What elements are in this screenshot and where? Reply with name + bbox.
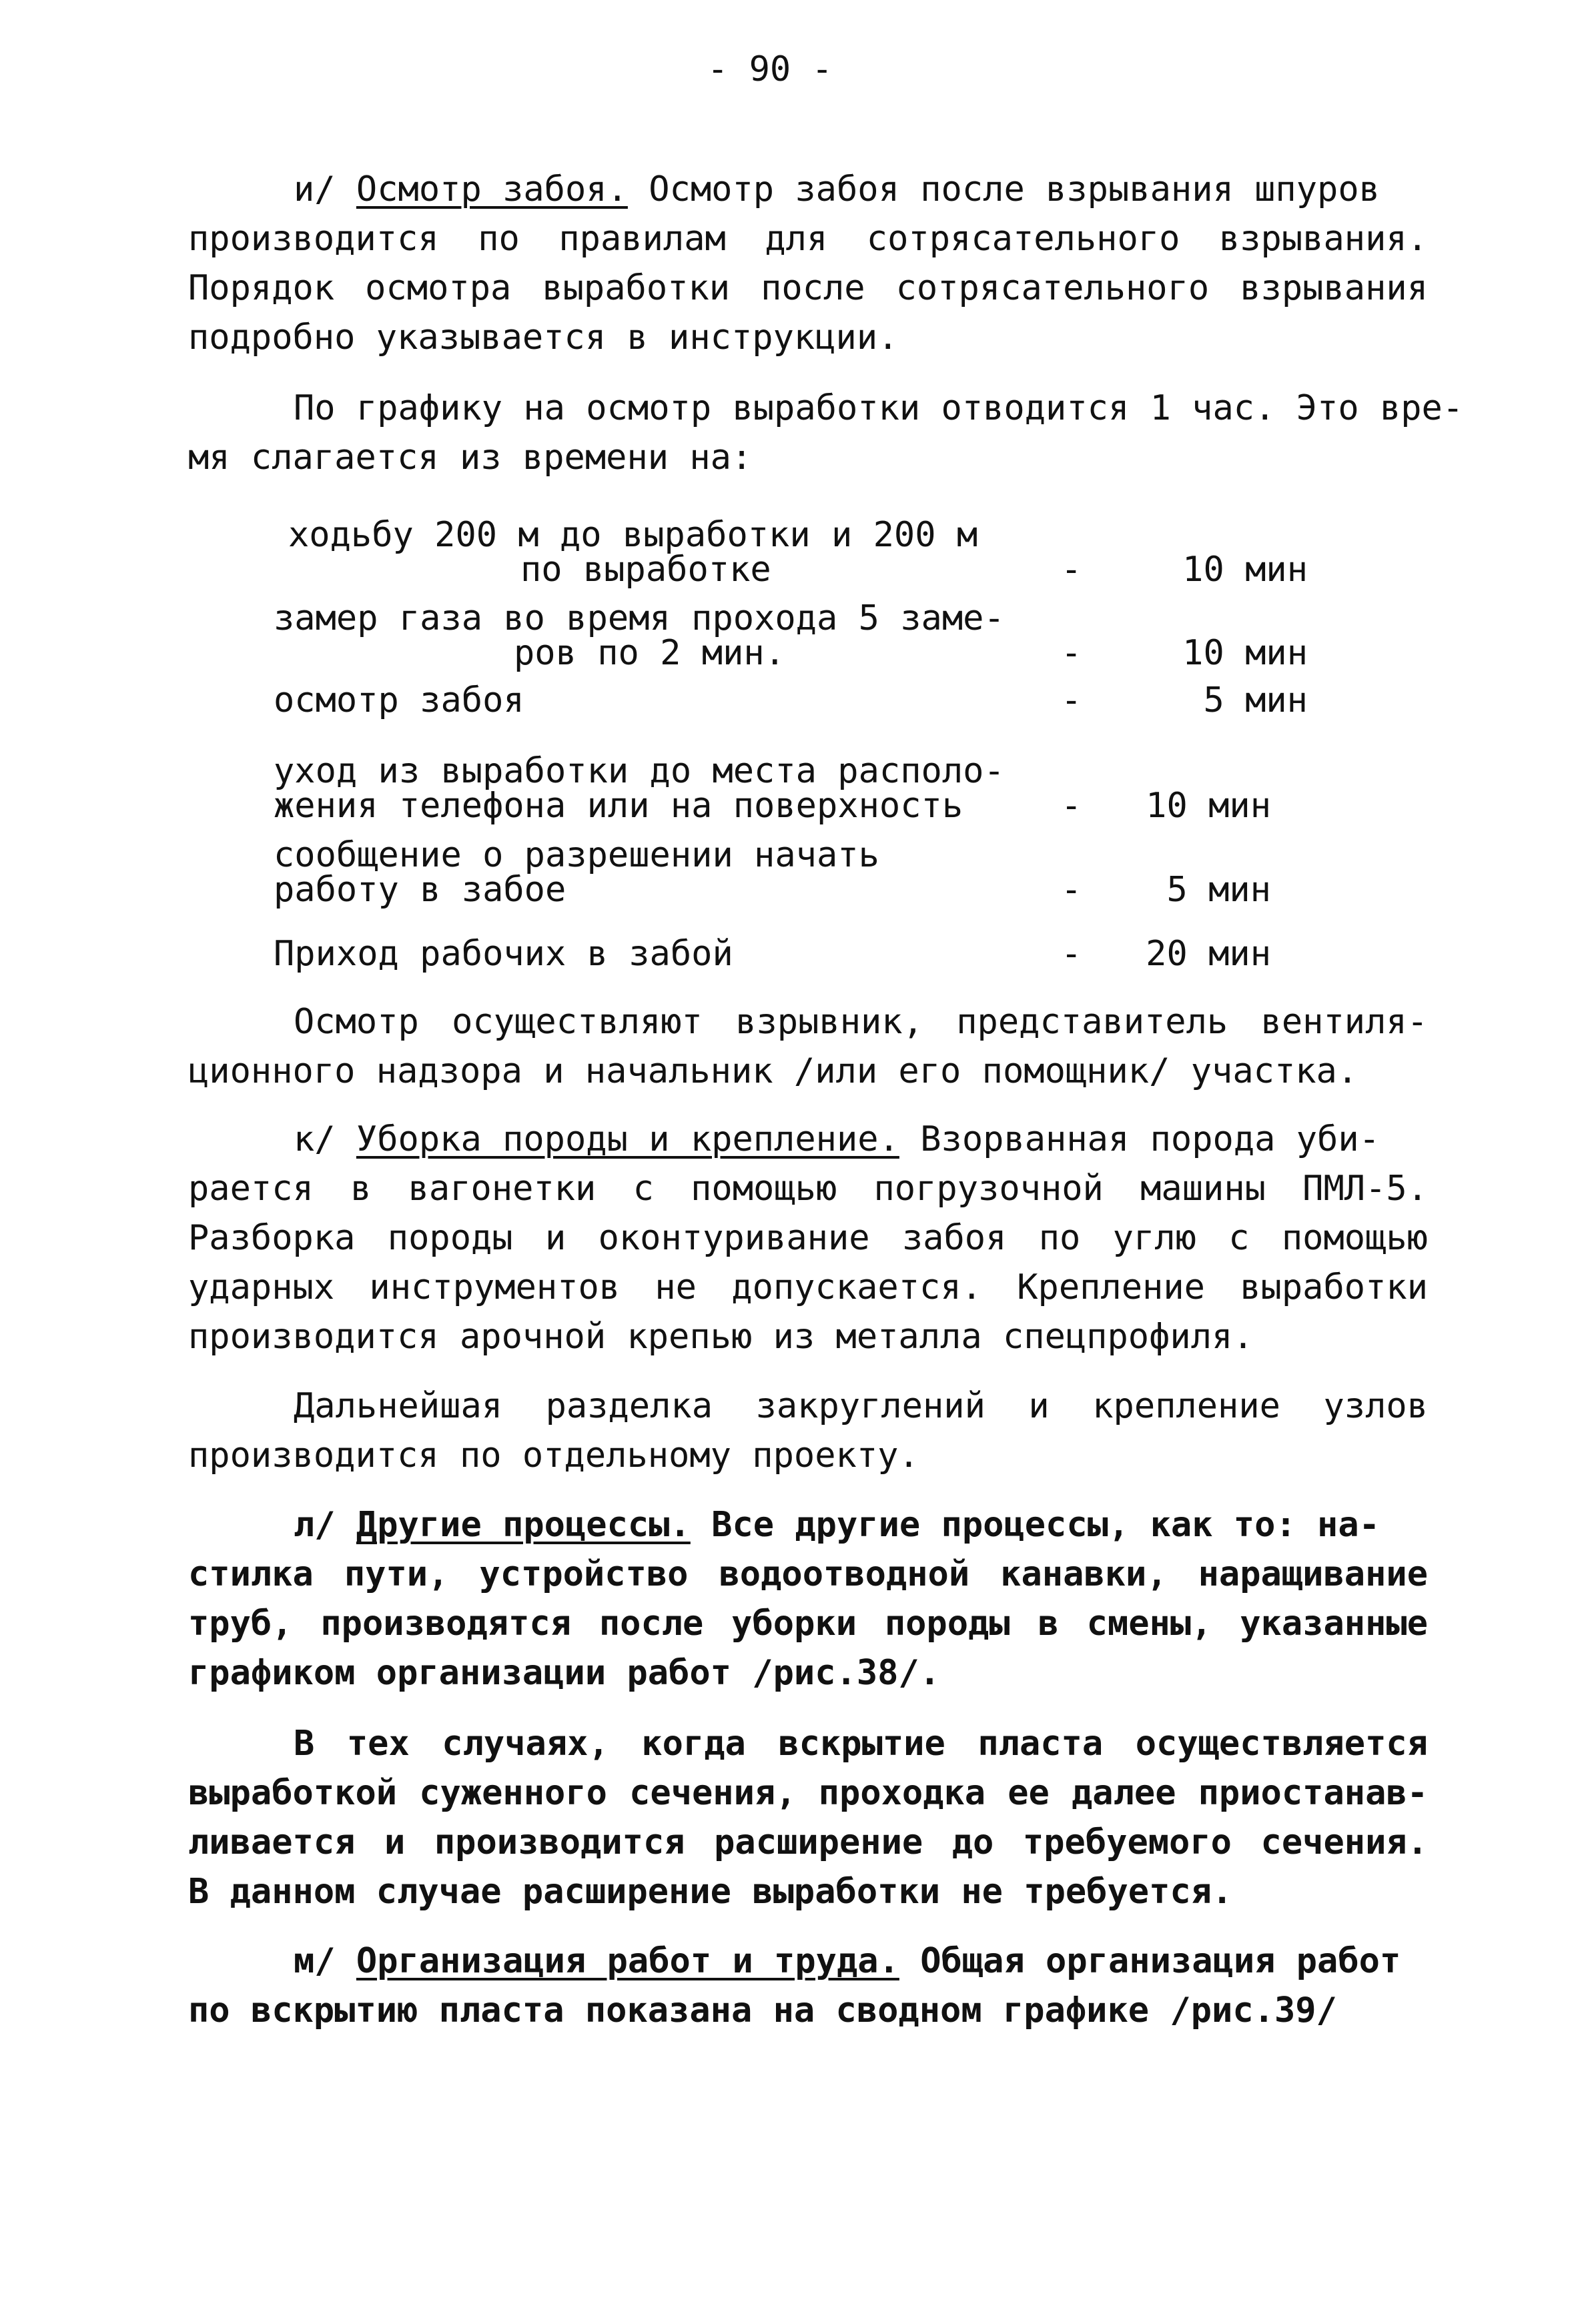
time-item-dash: - <box>1061 786 1082 826</box>
paragraph-line: мя слагается из времени на: <box>188 438 753 478</box>
time-item-value: 10 мин <box>1182 550 1308 590</box>
paragraph-line: ударных инструментов не допускается. Крепление выработки <box>188 1267 1428 1307</box>
time-item-label: ходьбу 200 м до выработки и 200 м <box>288 515 978 555</box>
paragraph-line: ливается и производится расширение до требуемого сечения. <box>188 1822 1428 1862</box>
time-item-value: 5 мин <box>1166 870 1271 910</box>
paragraph-line: производится по правилам для сотрясательного взрывания. <box>188 219 1428 259</box>
section-heading: Осмотр забоя. <box>356 169 628 209</box>
time-item-label: по выработке <box>520 550 771 590</box>
section-heading: Организация работ и труда. <box>356 1941 899 1981</box>
time-item-label: уход из выработки до места располо- <box>274 751 1005 791</box>
paragraph-line: труб, производятся после уборки породы в смены, указанные <box>188 1604 1428 1644</box>
time-item-label: жения телефона или на поверхность <box>274 786 963 826</box>
section-heading-line <box>294 1118 1380 1161</box>
paragraph-line: ционного надзора и начальник /или его помощник/ участка. <box>188 1051 1358 1091</box>
time-item-label: сообщение о разрешении начать <box>274 835 879 875</box>
page-number: - 90 - <box>707 49 833 89</box>
time-item-dash: - <box>1061 550 1082 590</box>
section-text: Осмотр забоя после взрывания шпуров <box>627 169 1380 209</box>
time-item-dash: - <box>1061 934 1082 974</box>
paragraph-line: Осмотр осуществляют взрывник, представитель вентиля- <box>294 1002 1428 1042</box>
section-marker: к/ <box>294 1119 356 1159</box>
time-item-label: ров по 2 мин. <box>514 633 785 673</box>
paragraph-line: графиком организации работ /рис.38/. <box>188 1653 941 1693</box>
time-item-value: 5 мин <box>1203 680 1308 720</box>
paragraph-line: подробно указывается в инструкции. <box>188 318 899 358</box>
time-item-value: 10 мин <box>1182 633 1308 673</box>
time-item-dash: - <box>1061 680 1082 720</box>
paragraph-line: Дальнейшая разделка закруглений и крепление узлов <box>294 1386 1428 1426</box>
time-item-value: 10 мин <box>1146 786 1271 826</box>
section-heading-line <box>294 1940 1401 1982</box>
paragraph-line: Разборка породы и оконтуривание забоя по углю с помощью <box>188 1218 1428 1258</box>
section-heading-line <box>294 168 1380 211</box>
section-marker: и/ <box>294 169 356 209</box>
paragraph-line: по вскрытию пласта показана на сводном графике /рис.39/ <box>188 1990 1337 2030</box>
section-heading: Другие процессы. <box>356 1505 691 1545</box>
time-item-label: работу в забое <box>274 870 566 910</box>
time-item-label: замер газа во время прохода 5 заме- <box>274 598 1005 638</box>
section-heading: Уборка породы и крепление. <box>356 1119 899 1159</box>
paragraph-line: производится арочной крепью из металла спецпрофиля. <box>188 1317 1254 1357</box>
paragraph-line: выработкой суженного сечения, проходка ее далее приостанав- <box>188 1773 1428 1813</box>
time-item-label: осмотр забоя <box>274 680 524 720</box>
time-item-value: 20 мин <box>1146 934 1271 974</box>
section-text: Общая организация работ <box>899 1941 1401 1981</box>
paragraph-line: В данном случае расширение выработки не требуется. <box>188 1872 1233 1912</box>
section-marker: л/ <box>294 1505 356 1545</box>
section-text: Все другие процессы, как то: на- <box>690 1505 1380 1545</box>
paragraph-line: В тех случаях, когда вскрытие пласта осуществляется <box>294 1724 1428 1764</box>
section-text: Взорванная порода уби- <box>899 1119 1380 1159</box>
time-item-dash: - <box>1061 633 1082 673</box>
section-marker: м/ <box>294 1941 356 1981</box>
paragraph-line: Порядок осмотра выработки после сотрясательного взрывания <box>188 268 1428 308</box>
paragraph-line: производится по отдельному проекту. <box>188 1435 919 1476</box>
time-item-label: Приход рабочих в забой <box>274 934 733 974</box>
paragraph-line: рается в вагонетки с помощью погрузочной машины ПМЛ-5. <box>188 1169 1428 1209</box>
paragraph-line: По графику на осмотр выработки отводится 1 час. Это вре- <box>294 388 1464 428</box>
time-item-dash: - <box>1061 870 1082 910</box>
section-heading-line <box>294 1504 1380 1546</box>
paragraph-line: стилка пути, устройство водоотводной канавки, наращивание <box>188 1554 1428 1594</box>
